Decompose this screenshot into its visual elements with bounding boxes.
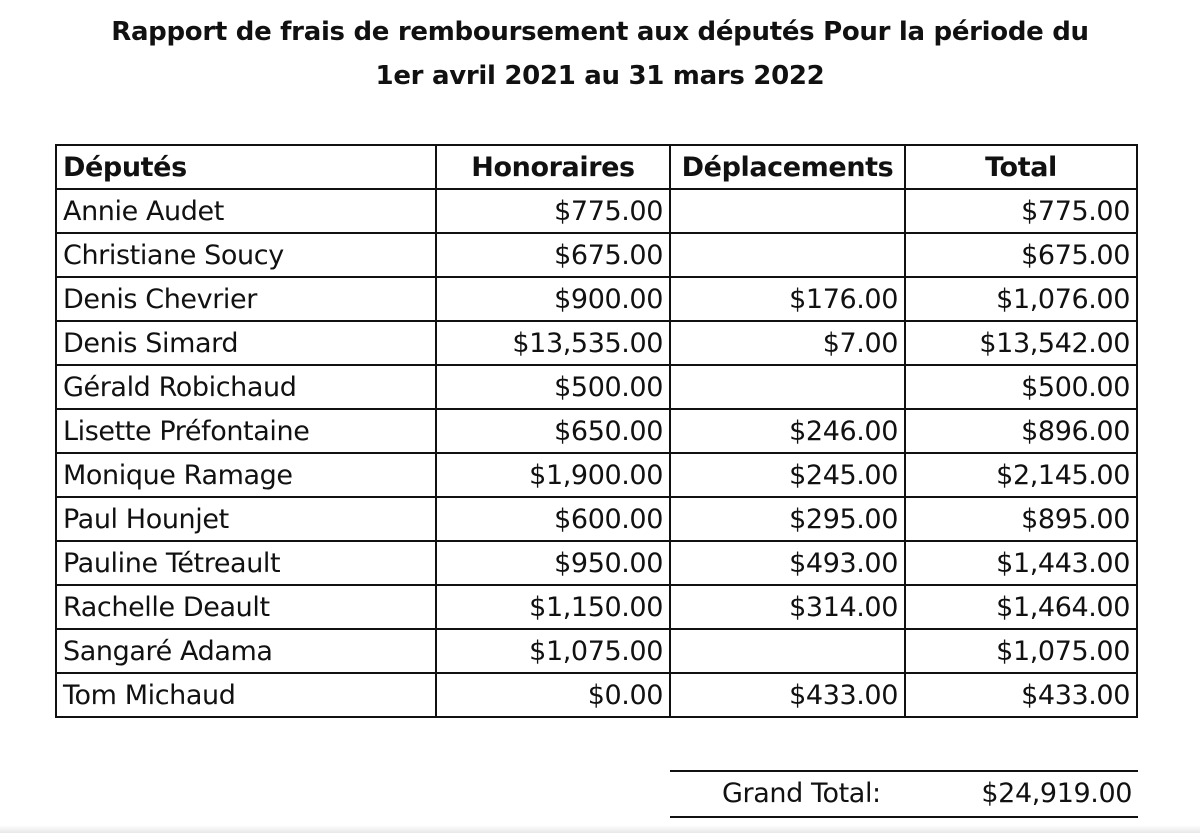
page-bottom-shadow	[0, 825, 1200, 833]
cell-total: $500.00	[905, 365, 1137, 409]
table-row	[56, 673, 1137, 717]
cell-depute: Denis Simard	[56, 321, 436, 365]
cell-deplacements: $245.00	[670, 453, 905, 497]
table-row	[56, 497, 1137, 541]
cell-honoraires: $13,535.00	[436, 321, 670, 365]
cell-deplacements: $433.00	[670, 673, 905, 717]
cell-honoraires: $600.00	[436, 497, 670, 541]
cell-depute: Annie Audet	[56, 189, 436, 233]
cell-deplacements: $295.00	[670, 497, 905, 541]
cell-honoraires: $675.00	[436, 233, 670, 277]
column-header-total: Total	[905, 145, 1137, 189]
cell-depute: Monique Ramage	[56, 453, 436, 497]
grand-total-label: Grand Total:	[722, 778, 881, 809]
cell-total: $896.00	[905, 409, 1137, 453]
table-row	[56, 189, 1137, 233]
cell-honoraires: $650.00	[436, 409, 670, 453]
cell-deplacements: $246.00	[670, 409, 905, 453]
cell-deplacements: $314.00	[670, 585, 905, 629]
cell-deplacements: $7.00	[670, 321, 905, 365]
cell-honoraires: $500.00	[436, 365, 670, 409]
cell-honoraires: $1,075.00	[436, 629, 670, 673]
cell-depute: Tom Michaud	[56, 673, 436, 717]
cell-total: $1,464.00	[905, 585, 1137, 629]
table-row	[56, 365, 1137, 409]
report-title	[0, 10, 1200, 98]
cell-honoraires: $0.00	[436, 673, 670, 717]
table-body	[56, 189, 1137, 717]
cell-deplacements	[670, 365, 905, 409]
cell-total: $2,145.00	[905, 453, 1137, 497]
cell-honoraires: $1,150.00	[436, 585, 670, 629]
column-header-deputes: Députés	[56, 145, 436, 189]
table-row	[56, 453, 1137, 497]
cell-depute: Paul Hounjet	[56, 497, 436, 541]
expense-table	[55, 144, 1138, 718]
cell-total: $13,542.00	[905, 321, 1137, 365]
cell-depute: Pauline Tétreault	[56, 541, 436, 585]
table-row	[56, 233, 1137, 277]
table-header-row	[56, 145, 1137, 189]
column-header-deplacements: Déplacements	[670, 145, 905, 189]
cell-depute: Gérald Robichaud	[56, 365, 436, 409]
table-row	[56, 277, 1137, 321]
report-title-line-1: Rapport de frais de remboursement aux députés Pour la période du	[111, 17, 1089, 47]
table-row	[56, 321, 1137, 365]
cell-honoraires: $775.00	[436, 189, 670, 233]
table-row	[56, 409, 1137, 453]
cell-depute: Lisette Préfontaine	[56, 409, 436, 453]
cell-deplacements	[670, 189, 905, 233]
cell-depute: Sangaré Adama	[56, 629, 436, 673]
cell-total: $1,075.00	[905, 629, 1137, 673]
cell-total: $895.00	[905, 497, 1137, 541]
grand-total-row	[670, 770, 1138, 818]
cell-honoraires: $1,900.00	[436, 453, 670, 497]
table-row	[56, 541, 1137, 585]
report-title-line-2: 1er avril 2021 au 31 mars 2022	[375, 61, 825, 91]
cell-total: $433.00	[905, 673, 1137, 717]
cell-total: $675.00	[905, 233, 1137, 277]
cell-deplacements	[670, 629, 905, 673]
cell-deplacements: $493.00	[670, 541, 905, 585]
cell-total: $775.00	[905, 189, 1137, 233]
table-row	[56, 629, 1137, 673]
cell-depute: Denis Chevrier	[56, 277, 436, 321]
cell-deplacements: $176.00	[670, 277, 905, 321]
cell-depute: Rachelle Deault	[56, 585, 436, 629]
cell-total: $1,443.00	[905, 541, 1137, 585]
grand-total-value: $24,919.00	[981, 778, 1132, 809]
cell-honoraires: $950.00	[436, 541, 670, 585]
cell-depute: Christiane Soucy	[56, 233, 436, 277]
table-row	[56, 585, 1137, 629]
cell-honoraires: $900.00	[436, 277, 670, 321]
column-header-honoraires: Honoraires	[436, 145, 670, 189]
cell-total: $1,076.00	[905, 277, 1137, 321]
cell-deplacements	[670, 233, 905, 277]
